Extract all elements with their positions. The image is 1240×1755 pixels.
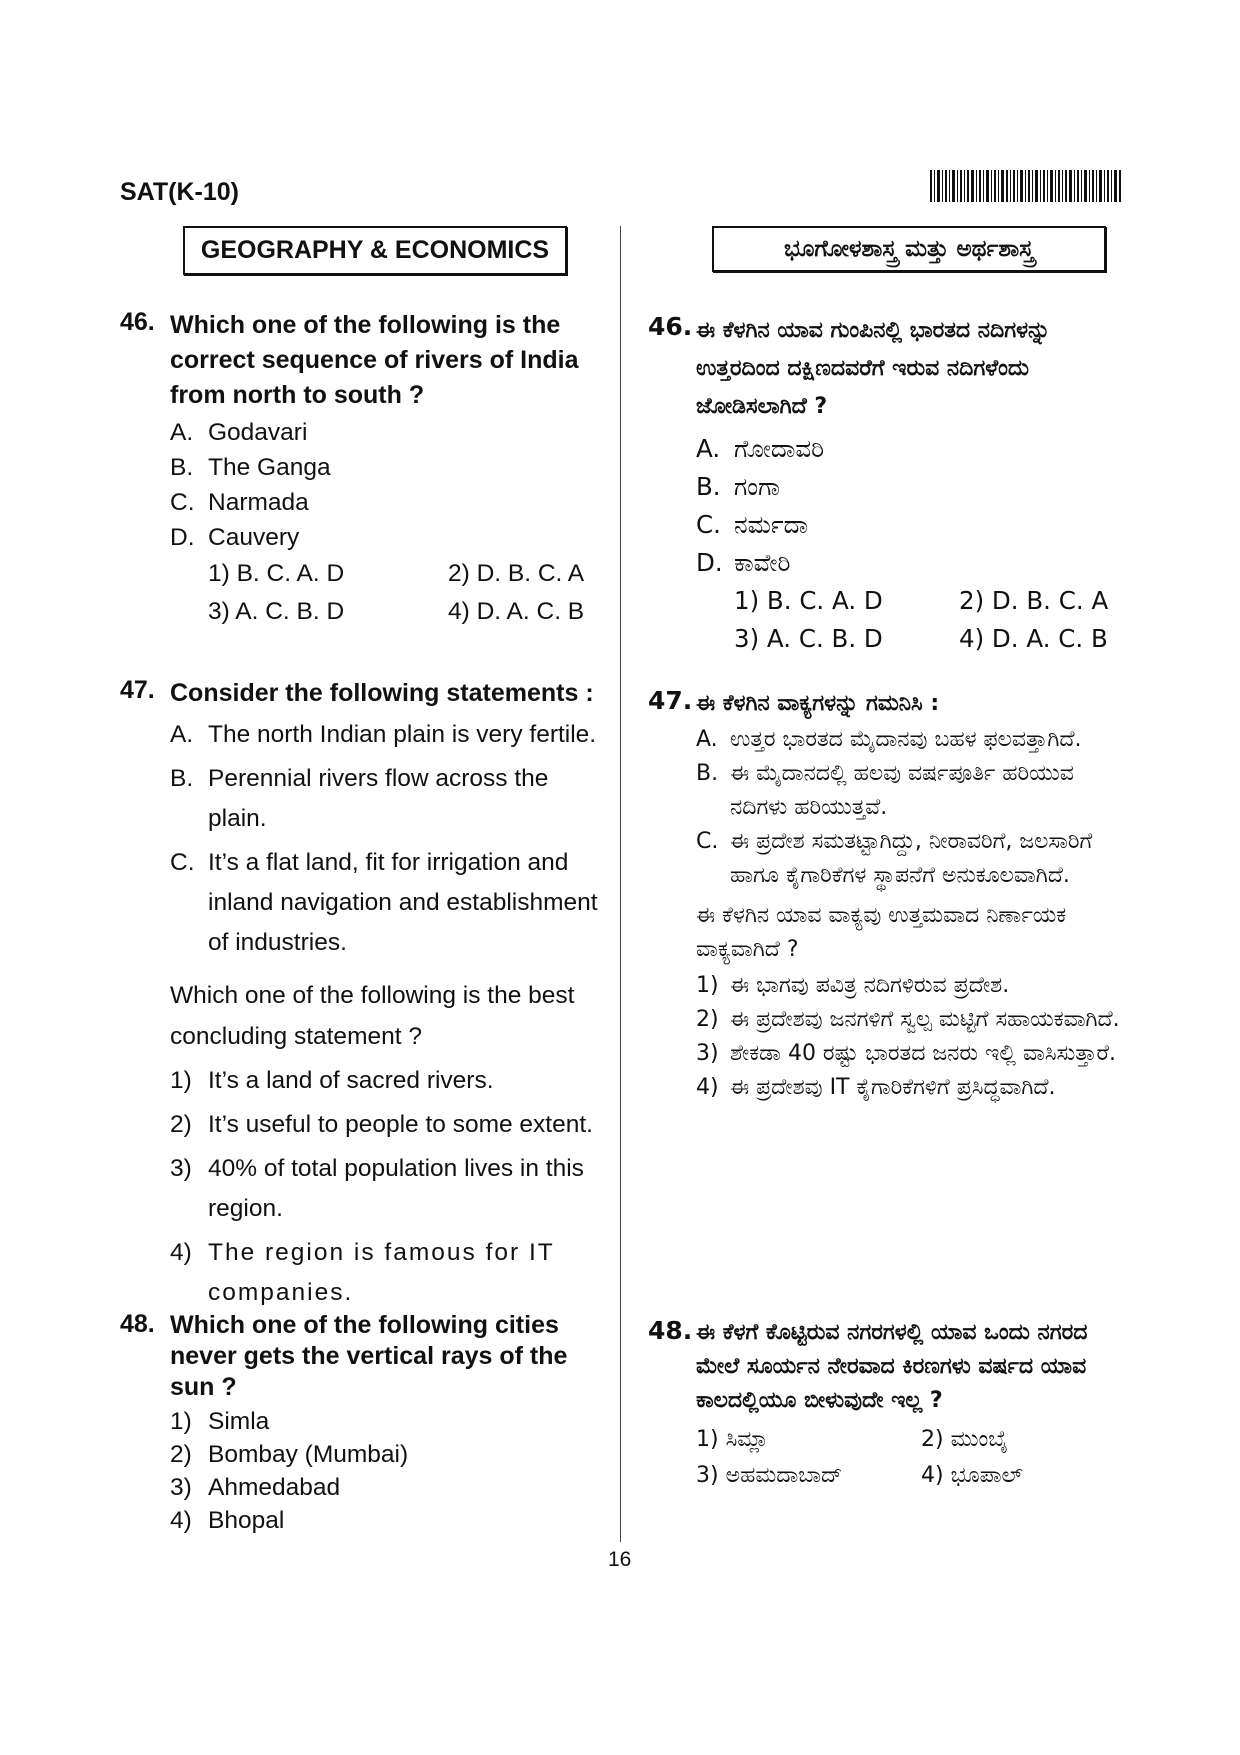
option-text: The Ganga — [208, 454, 331, 481]
statement-list — [696, 723, 1128, 893]
option-1 — [170, 1405, 610, 1438]
option-c — [170, 485, 610, 520]
option-label: 4) — [170, 1239, 192, 1266]
answer-choices — [208, 555, 610, 631]
option-b — [696, 468, 1128, 506]
section-title-en: GEOGRAPHY & ECONOMICS — [183, 226, 567, 275]
option-4 — [170, 1233, 610, 1313]
option-label: A. — [170, 419, 194, 446]
answer-3: 3) A. C. B. D — [208, 598, 345, 625]
question-text: ಈ ಕೆಳಗೆ ಕೊಟ್ಟಿರುವ ನಗರಗಳಲ್ಲಿ ಯಾವ ಒಂದು ನಗರದ ಮೇಲೆ ಸೂರ್ಯನ ನೇರವಾದ ಕಿರಣಗಳು ವರ್ಷದ ಯಾವ ಕಾಲದಲ್ಲಿಯೂ ಬೀಳುವುದೇ ಇಲ್ಲ ? — [696, 1320, 1088, 1413]
statement-text: ಉತ್ತರ ಭಾರತದ ಮೈದಾನವು ಬಹಳ ಫಲವತ್ತಾಗಿದೆ. — [730, 727, 1082, 752]
statement-list — [170, 715, 610, 963]
statement-text: ಈ ಮೈದಾನದಲ್ಲಿ ಹಲವು ವರ್ಷಪೂರ್ತಿ ಹರಿಯುವ ನದಿಗಳು ಹರಿಯುತ್ತವೆ. — [730, 761, 1074, 820]
option-text: Godavari — [208, 419, 308, 446]
statement-b — [696, 757, 1128, 825]
answer-2: 2) ಮುಂಬೈ — [921, 1427, 1008, 1452]
option-label: 4) — [696, 1075, 719, 1100]
question-48-en-options — [170, 1405, 610, 1537]
statement-a — [696, 723, 1128, 757]
answer-3: 3) A. C. B. D — [734, 624, 883, 653]
option-a — [696, 430, 1128, 468]
option-c — [696, 506, 1128, 544]
option-d — [696, 544, 1128, 582]
option-label: 1) — [170, 1067, 192, 1094]
answer-4: 4) D. A. C. B — [959, 624, 1108, 653]
option-list — [170, 1061, 610, 1313]
answer-1: 1) B. C. A. D — [734, 586, 883, 615]
option-label: 1) — [170, 1408, 192, 1435]
answer-4: 4) D. A. C. B — [448, 598, 585, 625]
option-list — [696, 969, 1128, 1105]
option-label: 2) — [696, 1007, 719, 1032]
option-label: B. — [170, 454, 194, 481]
question-47-en — [120, 676, 610, 1313]
answer-1: 1) ಸಿಮ್ಲಾ — [696, 1427, 769, 1452]
option-text: ಈ ಪ್ರದೇಶವು ಜನಗಳಿಗೆ ಸ್ವಲ್ಪ ಮಟ್ಟಿಗೆ ಸಹಾಯಕವಾಗಿದೆ. — [730, 1007, 1120, 1032]
question-text: Which one of the following is the correct sequence of rivers of India from north to south ? — [170, 311, 579, 409]
question-text: Which one of the following cities never gets the vertical rays of the sun ? — [170, 1311, 568, 1401]
statement-label: B. — [696, 761, 719, 786]
answer-2: 2) D. B. C. A — [448, 560, 585, 587]
option-3 — [170, 1471, 610, 1504]
question-text: ಈ ಕೆಳಗಿನ ಯಾವ ಗುಂಪಿನಲ್ಲಿ ಭಾರತದ ನದಿಗಳನ್ನು ಉತ್ತರದಿಂದ ದಕ್ಷಿಣದವರೆಗೆ ಇರುವ ನದಿಗಳೆಂದು ಜೋಡಿಸಲಾಗಿದೆ ? — [696, 318, 1051, 419]
statement-c — [170, 843, 610, 963]
option-label: 3) — [170, 1474, 192, 1501]
option-text: The region is famous for IT companies. — [208, 1239, 555, 1306]
option-text: Bhopal — [208, 1507, 285, 1534]
option-1 — [170, 1061, 610, 1101]
question-number: 47. — [120, 676, 155, 704]
statement-text: ಈ ಪ್ರದೇಶ ಸಮತಟ್ಟಾಗಿದ್ದು, ನೀರಾವರಿಗೆ, ಜಲಸಾರಿಗೆ ಹಾಗೂ ಕೈಗಾರಿಕೆಗಳ ಸ್ಥಾಪನೆಗೆ ಅನುಕೂಲವಾಗಿದೆ. — [730, 829, 1093, 888]
option-label: B. — [696, 472, 721, 501]
option-a — [170, 415, 610, 450]
question-text: ಈ ಕೆಳಗಿನ ವಾಕ್ಯಗಳನ್ನು ಗಮನಿಸಿ : — [696, 691, 940, 716]
statement-label: C. — [696, 829, 719, 854]
option-text: Simla — [208, 1408, 270, 1435]
option-3 — [696, 1037, 1128, 1071]
option-4 — [696, 1071, 1128, 1105]
option-text: ಈ ಪ್ರದೇಶವು IT ಕೈಗಾರಿಕೆಗಳಿಗೆ ಪ್ರಸಿದ್ಧವಾಗಿದೆ. — [730, 1075, 1056, 1100]
question-number: 46. — [120, 308, 155, 336]
option-3 — [170, 1149, 610, 1229]
option-text: 40% of total population lives in this region. — [208, 1155, 584, 1222]
statement-label: C. — [170, 849, 195, 876]
option-4 — [170, 1504, 610, 1537]
question-number: 48. — [648, 1316, 693, 1345]
answer-2: 2) D. B. C. A — [959, 586, 1109, 615]
question-prompt: Which one of the following is the best concluding statement ? — [170, 982, 575, 1050]
option-text: ನರ್ಮದಾ — [734, 510, 809, 539]
question-number: 46. — [648, 312, 693, 341]
option-label: D. — [696, 548, 723, 577]
option-label: D. — [170, 524, 195, 551]
question-text: Consider the following statements : — [170, 679, 594, 707]
option-list — [696, 430, 1128, 582]
question-46-kn — [648, 312, 1128, 658]
option-label: A. — [696, 434, 721, 463]
question-48-en — [120, 1310, 610, 1403]
option-1 — [696, 969, 1128, 1003]
option-b — [170, 450, 610, 485]
option-2 — [170, 1438, 610, 1471]
option-label: C. — [696, 510, 721, 539]
option-label: 1) — [696, 973, 719, 998]
answer-1: 1) B. C. A. D — [208, 560, 345, 587]
question-46-en — [120, 308, 610, 631]
option-label: 2) — [170, 1111, 192, 1138]
answer-3: 3) ಅಹಮದಾಬಾದ್ — [696, 1463, 843, 1488]
option-d — [170, 520, 610, 555]
option-text: It’s useful to people to some extent. — [208, 1111, 593, 1138]
question-number: 47. — [648, 686, 693, 715]
option-list — [170, 415, 610, 555]
statement-text: It’s a flat land, fit for irrigation and inland navigation and establishment of industries. — [208, 849, 598, 956]
page-number: 16 — [608, 1548, 632, 1571]
option-label: 4) — [170, 1507, 192, 1534]
question-47-kn — [648, 686, 1128, 1105]
statement-text: Perennial rivers flow across the plain. — [208, 765, 549, 832]
option-text: Ahmedabad — [208, 1474, 341, 1501]
statement-label: A. — [170, 721, 194, 748]
option-2 — [696, 1003, 1128, 1037]
question-number: 48. — [120, 1310, 155, 1338]
option-text: Bombay (Mumbai) — [208, 1441, 409, 1468]
answer-4: 4) ಭೂಪಾಲ್ — [921, 1463, 1023, 1488]
option-text: It’s a land of sacred rivers. — [208, 1067, 494, 1094]
option-text: ಈ ಭಾಗವು ಪವಿತ್ರ ನದಿಗಳಿರುವ ಪ್ರದೇಶ. — [730, 973, 1010, 998]
option-label: 3) — [696, 1041, 719, 1066]
question-prompt: ಈ ಕೆಳಗಿನ ಯಾವ ವಾಕ್ಯವು ಉತ್ತಮವಾದ ನಿರ್ಣಾಯಕ ವಾಕ್ಯವಾಗಿದೆ ? — [696, 903, 1067, 962]
option-text: ಗಂಗಾ — [734, 472, 781, 501]
option-2 — [170, 1105, 610, 1145]
option-label: 2) — [170, 1441, 192, 1468]
option-text: ಗೋದಾವರಿ — [734, 434, 825, 463]
option-text: Cauvery — [208, 524, 300, 551]
option-text: Narmada — [208, 489, 309, 516]
option-text: ಕಾವೇರಿ — [734, 548, 791, 577]
question-48-kn — [648, 1316, 1128, 1494]
barcode-icon — [930, 170, 1122, 202]
statement-label: A. — [696, 727, 718, 752]
answer-choices — [734, 582, 1128, 658]
column-divider — [620, 226, 621, 1542]
option-label: 3) — [170, 1155, 192, 1182]
statement-b — [170, 759, 610, 839]
exam-code: SAT(K-10) — [120, 178, 239, 206]
statement-label: B. — [170, 765, 194, 792]
statement-c — [696, 825, 1128, 893]
answer-choices — [696, 1422, 1128, 1494]
statement-a — [170, 715, 610, 755]
option-label: C. — [170, 489, 195, 516]
section-title-kn: ಭೂಗೋಳಶಾಸ್ತ್ರ ಮತ್ತು ಅರ್ಥಶಾಸ್ತ್ರ — [712, 226, 1106, 272]
statement-text: The north Indian plain is very fertile. — [208, 721, 597, 748]
option-text: ಶೇಕಡಾ 40 ರಷ್ಟು ಭಾರತದ ಜನರು ಇಲ್ಲಿ ವಾಸಿಸುತ್ತಾರೆ. — [730, 1041, 1117, 1066]
